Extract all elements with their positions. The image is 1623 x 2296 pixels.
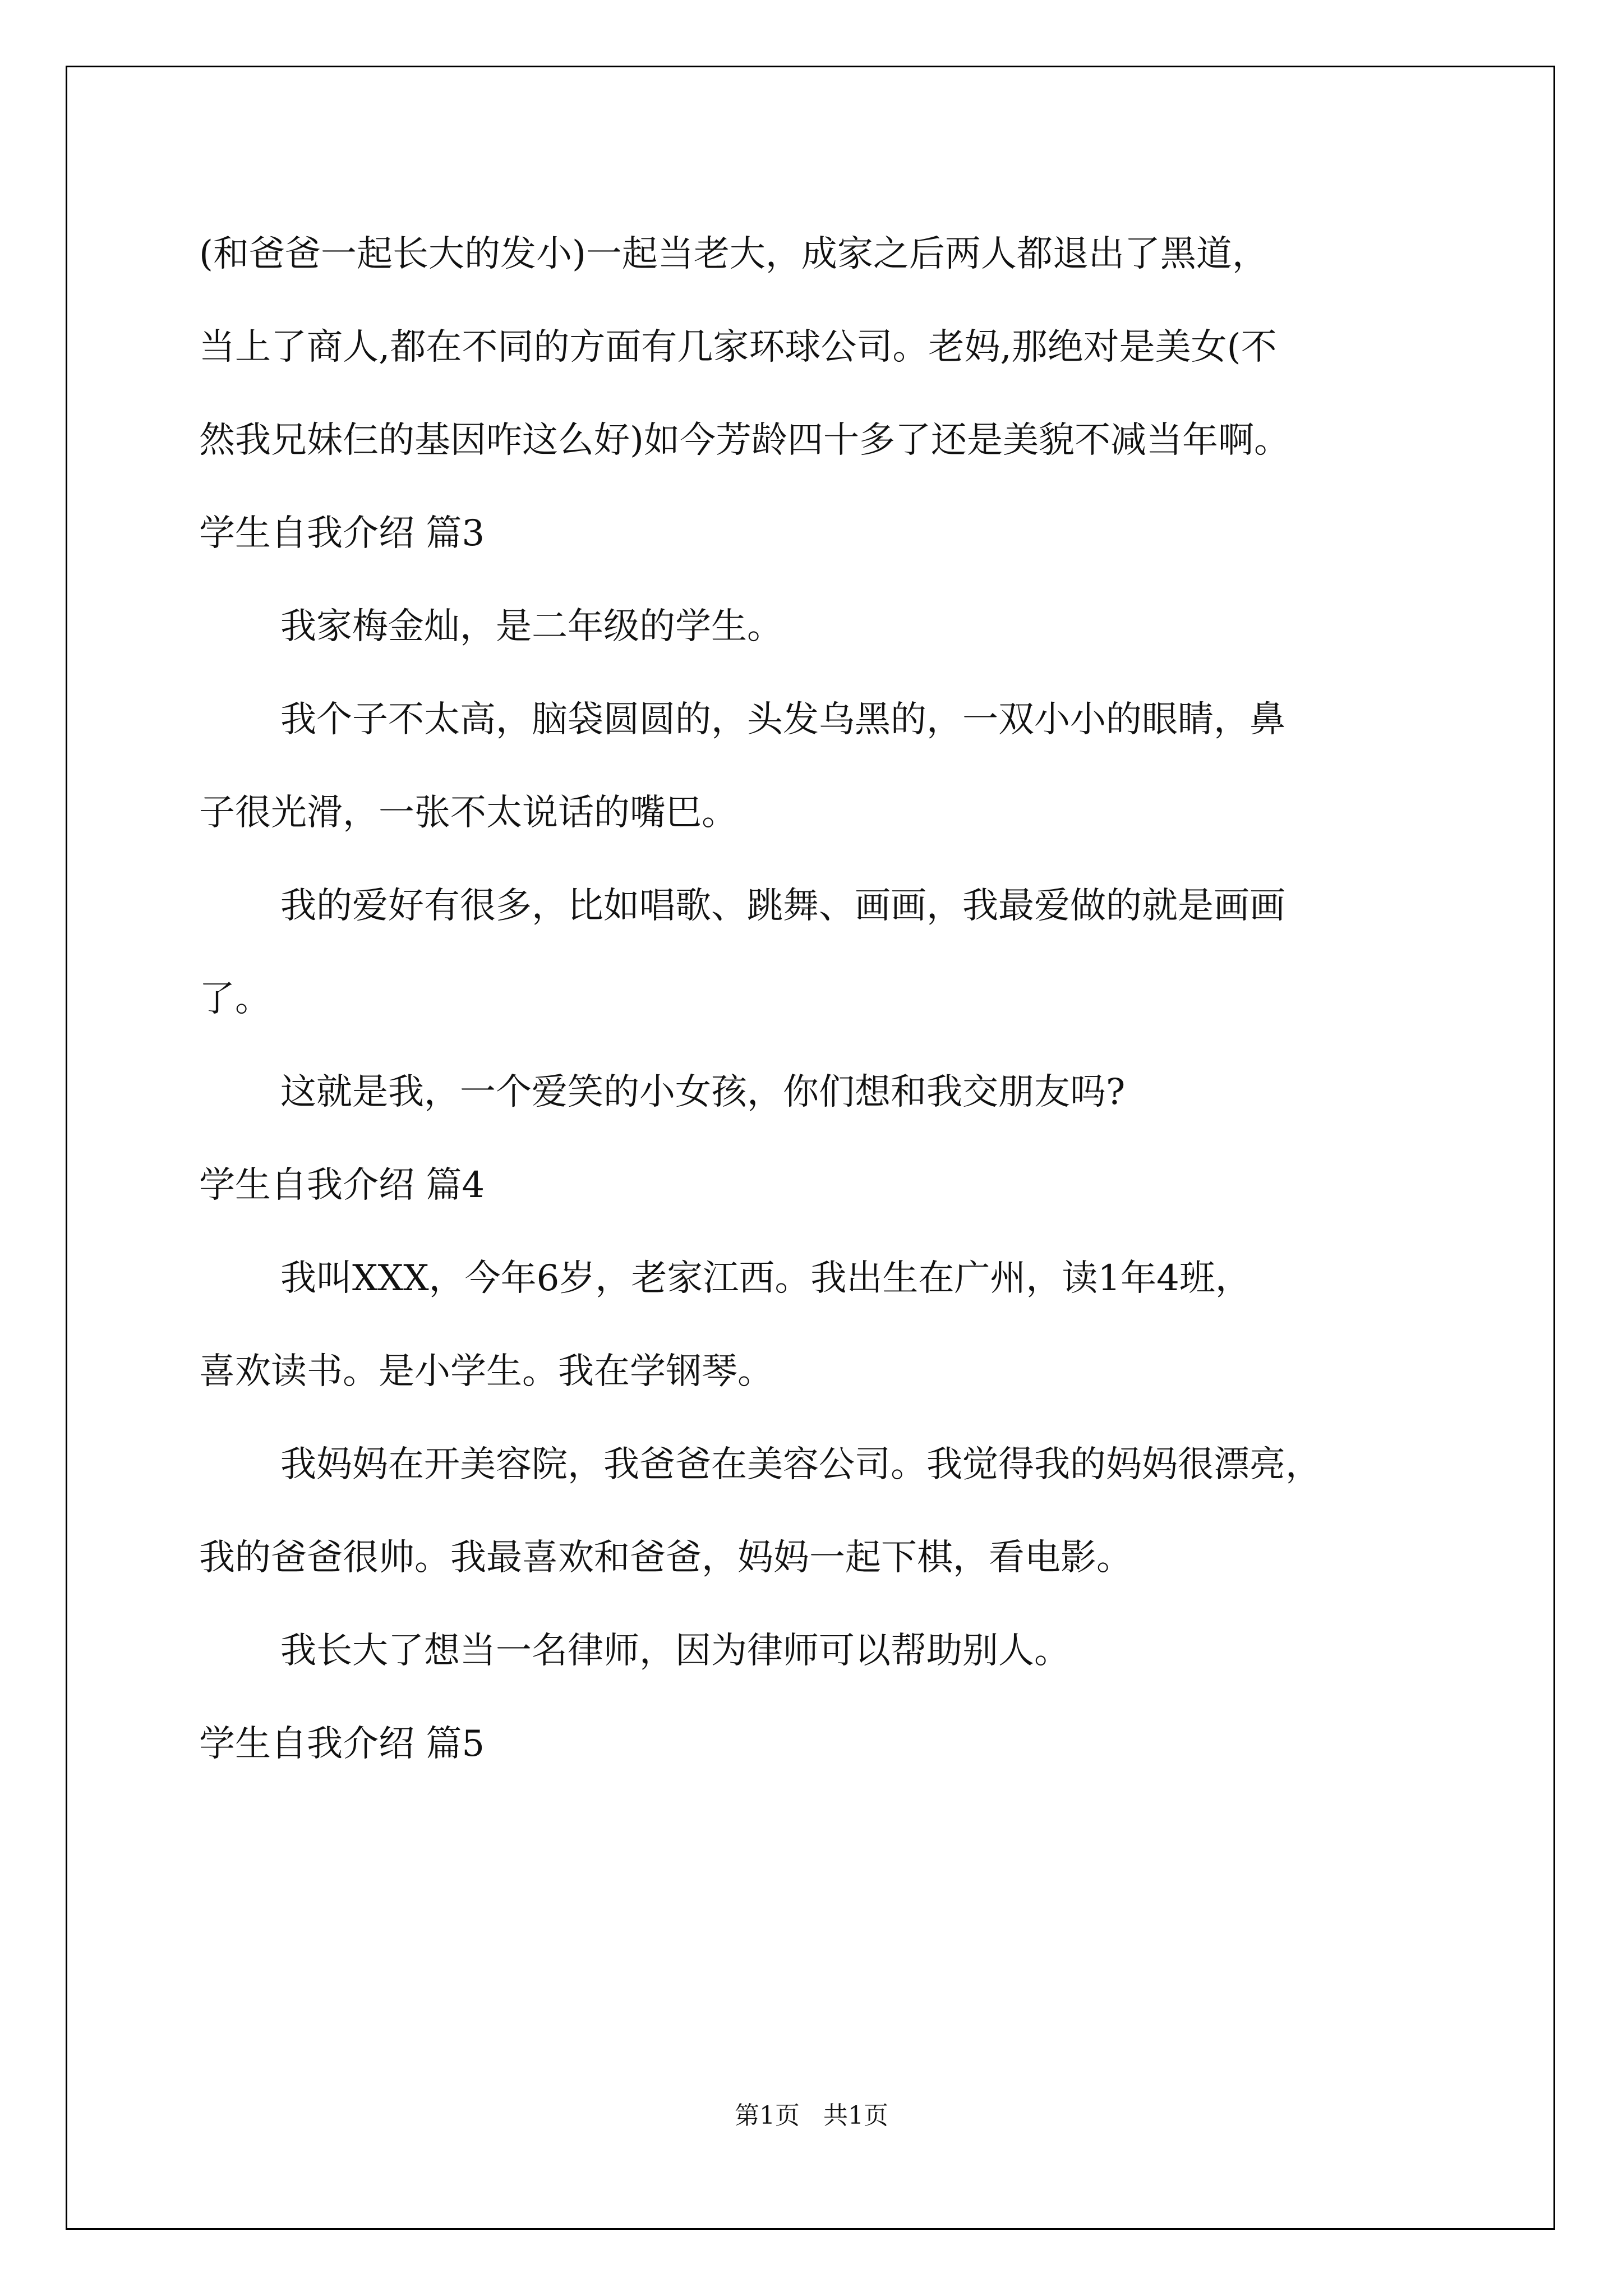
section-heading-4: 学生自我介绍 篇4 [199, 1165, 485, 1206]
text-line-10: 这就是我，一个爱笑的小女孩，你们想和我交朋友吗? [280, 1071, 1126, 1113]
page-total: 共1页 [823, 2101, 888, 2130]
text-line-16: 我长大了想当一名律师，因为律师可以帮助别人。 [280, 1630, 1070, 1672]
text-line-1: (和爸爸一起长大的发小)一起当老大，成家之后两人都退出了黑道， [199, 233, 1268, 275]
text-line-5: 我家梅金灿，是二年级的学生。 [280, 606, 783, 647]
section-heading-3: 学生自我介绍 篇3 [199, 513, 485, 554]
text-line-13: 喜欢读书。是小学生。我在学钢琴。 [199, 1351, 773, 1392]
text-line-8: 我的爱好有很多，比如唱歌、跳舞、画画，我最爱做的就是画画 [280, 885, 1285, 927]
text-line-9: 了。 [199, 978, 271, 1020]
page-footer [0, 2095, 1623, 2131]
text-line-12: 我叫XXX，今年6岁，老家江西。我出生在广州，读1年4班， [280, 1258, 1251, 1299]
text-line-7: 子很光滑，一张不太说话的嘴巴。 [199, 792, 737, 834]
page-number: 第1页 [735, 2101, 800, 2130]
text-line-15: 我的爸爸很帅。我最喜欢和爸爸，妈妈一起下棋，看电影。 [199, 1537, 1132, 1579]
text-line-6: 我个子不太高，脑袋圆圆的，头发乌黑的，一双小小的眼睛，鼻 [280, 699, 1285, 740]
document-body [199, 208, 1483, 1791]
text-line-3: 然我兄妹仨的基因咋这么好)如今芳龄四十多了还是美貌不减当年啊。 [199, 420, 1290, 461]
text-line-2: 当上了商人,都在不同的方面有几家环球公司。老妈,那绝对是美女(不 [199, 326, 1277, 368]
section-heading-5: 学生自我介绍 篇5 [199, 1723, 485, 1765]
text-line-14: 我妈妈在开美容院，我爸爸在美容公司。我觉得我的妈妈很漂亮， [280, 1444, 1321, 1485]
